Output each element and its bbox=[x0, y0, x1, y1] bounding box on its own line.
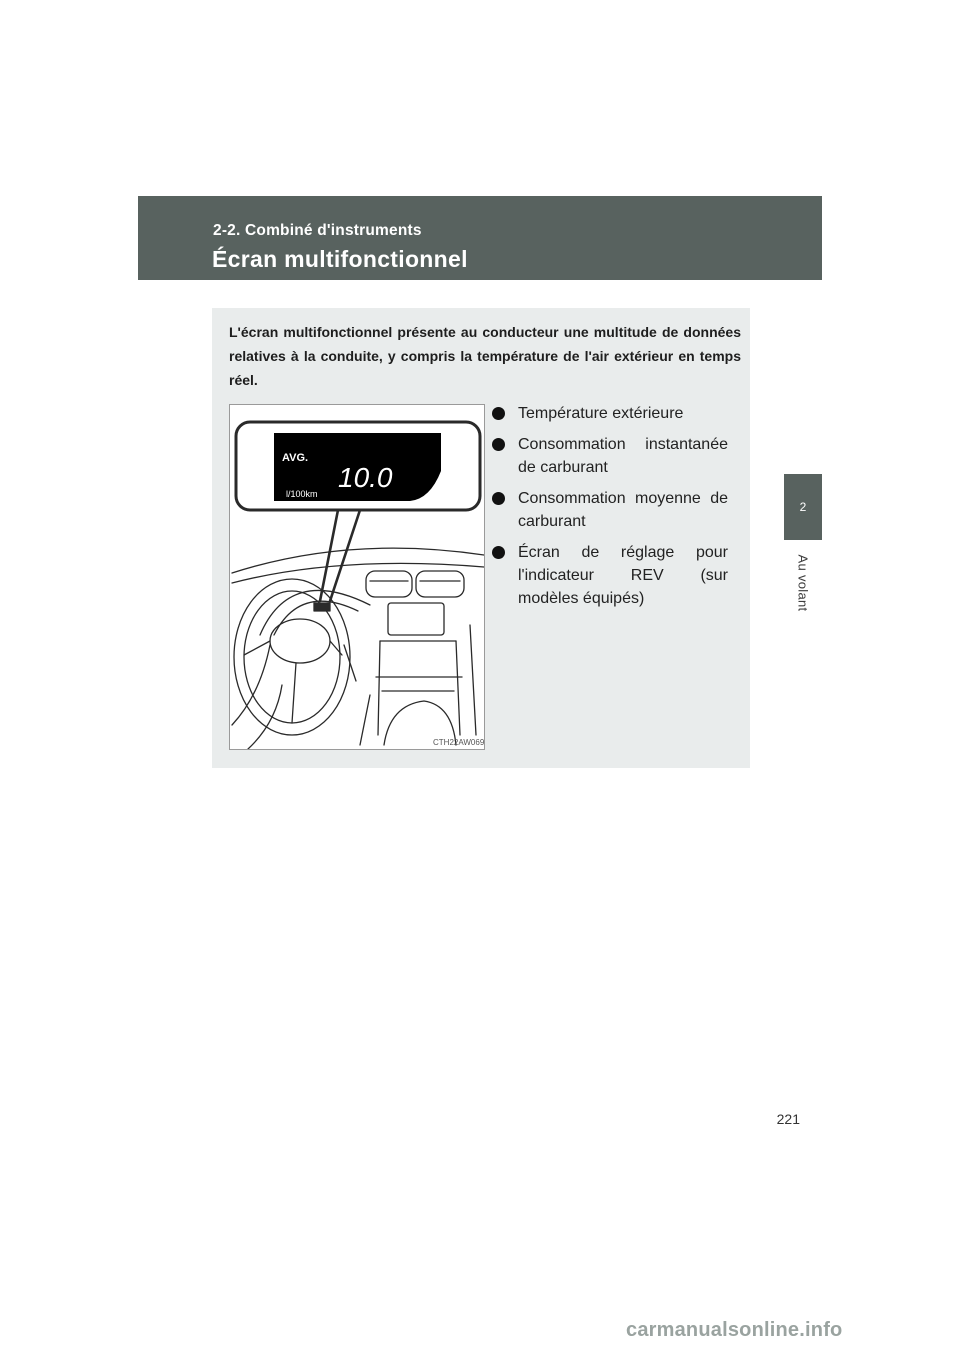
list-item-text: Consommation instantanée de carburant bbox=[518, 436, 728, 476]
section-label: 2-2. Combiné d'instruments bbox=[213, 222, 422, 239]
bullet-icon bbox=[492, 438, 505, 451]
bullet-icon bbox=[492, 492, 505, 505]
display-mode-text: AVG. bbox=[282, 452, 309, 464]
feature-list bbox=[488, 402, 728, 618]
dashboard-illustration bbox=[229, 404, 485, 750]
list-item-text: Température extérieure bbox=[518, 405, 684, 422]
chapter-number: 2 bbox=[799, 500, 807, 514]
watermark: carmanualsonline.info bbox=[626, 1319, 843, 1341]
illustration-code: CTH22AW069 bbox=[433, 738, 485, 747]
list-item bbox=[488, 487, 728, 533]
list-item-text: Consommation moyenne de carburant bbox=[518, 490, 728, 530]
content-box bbox=[212, 308, 750, 768]
display-value-text: 10.0 bbox=[338, 462, 393, 493]
page-title: Écran multifonctionnel bbox=[212, 246, 468, 272]
list-item bbox=[488, 433, 728, 479]
intro-text: L'écran multifonctionnel présente au conducteur une multitude de données relatives à la conduite, y compris la température de l'air extérieur en temps réel. bbox=[229, 324, 741, 388]
list-item-text: Écran de réglage pour l'indicateur REV (sur modèles équipés) bbox=[518, 544, 728, 607]
dashboard-drawing bbox=[230, 405, 485, 750]
bullet-icon bbox=[492, 546, 505, 559]
bullet-icon bbox=[492, 407, 505, 420]
chapter-header bbox=[138, 196, 822, 280]
display-unit-text: l/100km bbox=[286, 489, 318, 499]
page-number: 221 bbox=[776, 1111, 800, 1127]
list-item bbox=[488, 402, 728, 425]
chapter-tab bbox=[784, 474, 822, 540]
chapter-tab-label: Au volant bbox=[795, 554, 811, 612]
list-item bbox=[488, 541, 728, 610]
